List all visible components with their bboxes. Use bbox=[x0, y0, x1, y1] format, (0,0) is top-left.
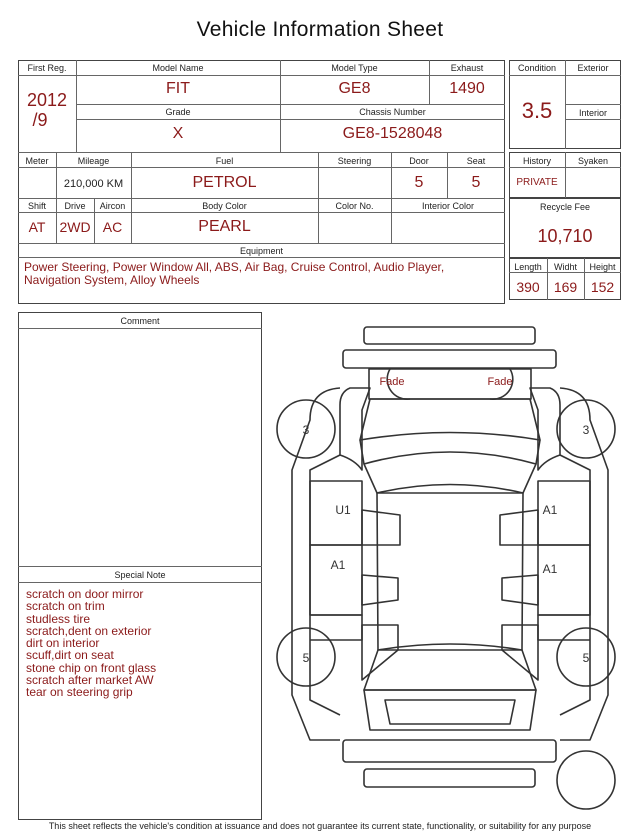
aircon-value: AC bbox=[102, 219, 123, 235]
front-grille bbox=[343, 350, 556, 368]
rear-window bbox=[364, 644, 536, 690]
model-name-label: Model Name bbox=[152, 63, 204, 73]
special-note-item: scratch on trim bbox=[26, 599, 105, 614]
right-rear-door bbox=[538, 545, 590, 615]
shift-value: AT bbox=[28, 219, 46, 235]
aircon-label: Aircon bbox=[99, 201, 126, 211]
special-note-item: scuff,dirt on seat bbox=[26, 648, 114, 663]
exhaust-value: 1490 bbox=[449, 80, 485, 97]
spare-tire bbox=[557, 751, 615, 809]
condition-label: Condition bbox=[517, 63, 557, 73]
mileage-value: 210,000 KM bbox=[63, 178, 124, 190]
windshield bbox=[364, 452, 536, 493]
first-reg-month: /9 bbox=[32, 110, 48, 130]
car-damage-diagram bbox=[268, 320, 630, 820]
door-value: 5 bbox=[414, 174, 424, 191]
grade-value: X bbox=[172, 125, 184, 142]
front-bumper bbox=[364, 327, 535, 344]
syaken-label: Syaken bbox=[577, 156, 609, 166]
rear-left-tire-mark: 5 bbox=[302, 651, 310, 665]
right-front-door-mark: A1 bbox=[542, 503, 558, 517]
special-note-label: Special Note bbox=[114, 570, 166, 580]
fuel-label: Fuel bbox=[215, 156, 234, 166]
body-color-value: PEARL bbox=[198, 218, 251, 235]
comment-label: Comment bbox=[120, 316, 160, 326]
seat-label: Seat bbox=[466, 156, 486, 166]
drive-label: Drive bbox=[64, 201, 86, 211]
left-front-fender bbox=[340, 388, 370, 470]
exhaust-label: Exhaust bbox=[450, 63, 484, 73]
equipment-value: Power Steering, Power Window All, ABS, Air Bag, Cruise Control, Audio Player, Navigation System, Alloy Wheels bbox=[24, 260, 445, 287]
chassis-number-value: GE8-1528048 bbox=[342, 125, 443, 142]
special-note-item: scratch after market AW bbox=[26, 673, 154, 688]
meter-label: Meter bbox=[25, 156, 49, 166]
mileage-label: Mileage bbox=[77, 156, 110, 166]
special-notes-list bbox=[26, 588, 156, 699]
rear-right-tire-mark: 5 bbox=[582, 651, 590, 665]
special-note-item: tear on steering grip bbox=[26, 685, 133, 700]
height-label: Height bbox=[589, 262, 616, 272]
special-note-item: studless tire bbox=[26, 611, 91, 626]
steering-label: Steering bbox=[337, 156, 372, 166]
exterior-label: Exterior bbox=[577, 63, 609, 73]
recycle-fee-label: Recycle Fee bbox=[539, 202, 591, 212]
interior-color-label: Interior Color bbox=[421, 201, 475, 211]
left-front-door-mark: U1 bbox=[335, 503, 351, 517]
rear-bumper bbox=[343, 740, 556, 762]
history-value: PRIVATE bbox=[516, 177, 558, 188]
door-label: Door bbox=[409, 156, 429, 166]
length-value: 390 bbox=[516, 279, 540, 295]
chassis-number-label: Chassis Number bbox=[359, 107, 426, 117]
model-type-label: Model Type bbox=[331, 63, 378, 73]
width-label: Widht bbox=[553, 262, 577, 272]
right-front-fender bbox=[530, 388, 560, 470]
front-right-tire-mark: 3 bbox=[582, 423, 590, 437]
left-rear-door bbox=[310, 545, 362, 615]
front-right-light-mark: Fade bbox=[487, 376, 513, 388]
first-reg-year: 2012 bbox=[26, 90, 68, 110]
right-rear-door-mark: A1 bbox=[542, 562, 558, 576]
front-left-light-mark: Fade bbox=[379, 376, 405, 388]
history-label: History bbox=[522, 156, 551, 166]
special-note-item: dirt on interior bbox=[26, 636, 100, 651]
width-value: 169 bbox=[553, 279, 578, 295]
model-type-value: GE8 bbox=[338, 80, 371, 97]
height-value: 152 bbox=[590, 279, 615, 295]
drive-value: 2WD bbox=[59, 219, 91, 235]
color-no-label: Color No. bbox=[335, 201, 374, 211]
special-note-item: scratch on door mirror bbox=[26, 587, 144, 601]
roof bbox=[377, 493, 523, 650]
equipment-label: Equipment bbox=[239, 246, 284, 256]
first-reg-label: First Reg. bbox=[27, 63, 67, 73]
fuel-value: PETROL bbox=[192, 174, 257, 191]
special-note-item: scratch,dent on exterior bbox=[26, 623, 152, 638]
body-color-label: Body Color bbox=[202, 201, 247, 211]
disclaimer-footer: This sheet reflects the vehicle's condition at issuance and does not guarantee its current state, functionality, or suitability for any purpose bbox=[48, 821, 592, 831]
page-title: Vehicle Information Sheet bbox=[196, 18, 444, 41]
model-name-value: FIT bbox=[166, 80, 190, 97]
rear-panel bbox=[364, 769, 535, 787]
interior-label: Interior bbox=[578, 108, 607, 118]
right-side-body bbox=[560, 388, 608, 740]
grade-label: Grade bbox=[165, 107, 191, 117]
recycle-fee-value: 10,710 bbox=[537, 226, 593, 246]
front-left-tire-mark: 3 bbox=[302, 423, 310, 437]
shift-label: Shift bbox=[27, 201, 46, 211]
left-rear-door-mark: A1 bbox=[330, 558, 346, 572]
hood bbox=[360, 399, 540, 440]
seat-value: 5 bbox=[471, 174, 481, 191]
special-note-item: stone chip on front glass bbox=[26, 660, 157, 675]
condition-value: 3.5 bbox=[521, 98, 553, 123]
length-label: Length bbox=[514, 262, 542, 272]
